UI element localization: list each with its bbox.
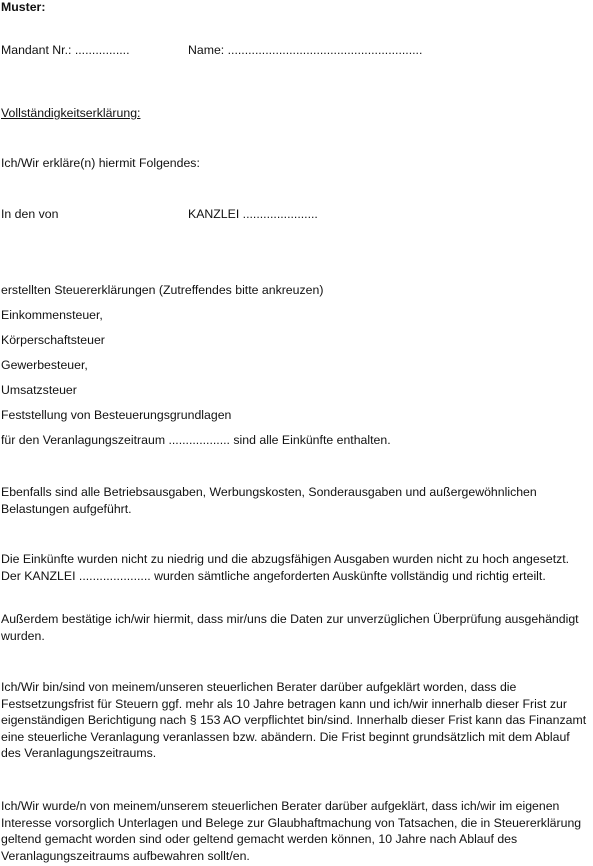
assessment-period-line: für den Veranlagungszeitraum .................. sind alle Einkünfte enthalten.: [1, 433, 391, 447]
tax-option-corporate-tax: Körperschaftsteuer: [1, 333, 105, 347]
retention-paragraph: Ich/Wir wurde/n von meinem/unserem steuerlichen Berater darüber aufgeklärt, dass ich/wir im eigenen Interesse vorsorglich Unterlagen und Belege zur Glaubhaftmachung von Tatsachen, die in Steuererklärung geltend gemacht worden sind oder geltend gemacht werden können, 10 Jahre nach Ablauf des Veranlagungszeitraums aufbewahren sollt/en.: [1, 799, 582, 863]
declaration-intro: Ich/Wir erkläre(n) hiermit Folgendes:: [1, 156, 200, 170]
document-title: Vollständigkeitserklärung:: [1, 106, 141, 120]
deadline-paragraph: Ich/Wir bin/sind von meinem/unseren steuerlichen Berater darüber aufgeklärt worden, dass die Festsetzungsfrist für Steuern ggf. mehr als 10 Jahre betragen kann und ich/wir innerhalb dieser Frist zur eigenständigen Berichtigung nach § 153 AO verpflichtet bin/sind. Innerhalb dieser Frist kann das Finanzamt eine steuerliche Veranlagung veranlassen bzw. abändern. Die Frist beginnt grundsätzlich mit dem Ablauf des Veranlagungszeitraums.: [1, 680, 587, 760]
tax-option-vat: Umsatzsteuer: [1, 383, 77, 397]
client-name-field: Name: .........................................................: [188, 43, 423, 57]
office-name-field: KANZLEI ......................: [188, 207, 318, 221]
tax-option-income-tax: Einkommensteuer,: [1, 308, 103, 322]
tax-option-assessment-basis: Feststellung von Besteuerungsgrundlagen: [1, 408, 232, 422]
tax-returns-intro: erstellten Steuererklärungen (Zutreffendes bitte ankreuzen): [1, 283, 324, 297]
income-paragraph: Die Einkünfte wurden nicht zu niedrig und die abzugsfähigen Ausgaben wurden nicht zu hoch angesetzt. Der KANZLEI ..................... wurden sämtliche angeforderten Auskünfte vollständig und richtig erteilt.: [1, 552, 570, 583]
tax-option-trade-tax: Gewerbesteuer,: [1, 358, 88, 372]
muster-label: Muster:: [1, 0, 46, 14]
office-line-prefix: In den von: [1, 207, 59, 221]
data-handover-paragraph: Außerdem bestätige ich/wir hiermit, dass mir/uns die Daten zur unverzüglichen Überprüfung ausgehändigt wurden.: [1, 612, 579, 643]
expenses-paragraph: Ebenfalls sind alle Betriebsausgaben, Werbungskosten, Sonderausgaben und außergewöhnlichen Belastungen aufgeführt.: [1, 485, 537, 516]
mandant-number-field: Mandant Nr.: ................: [1, 43, 130, 57]
